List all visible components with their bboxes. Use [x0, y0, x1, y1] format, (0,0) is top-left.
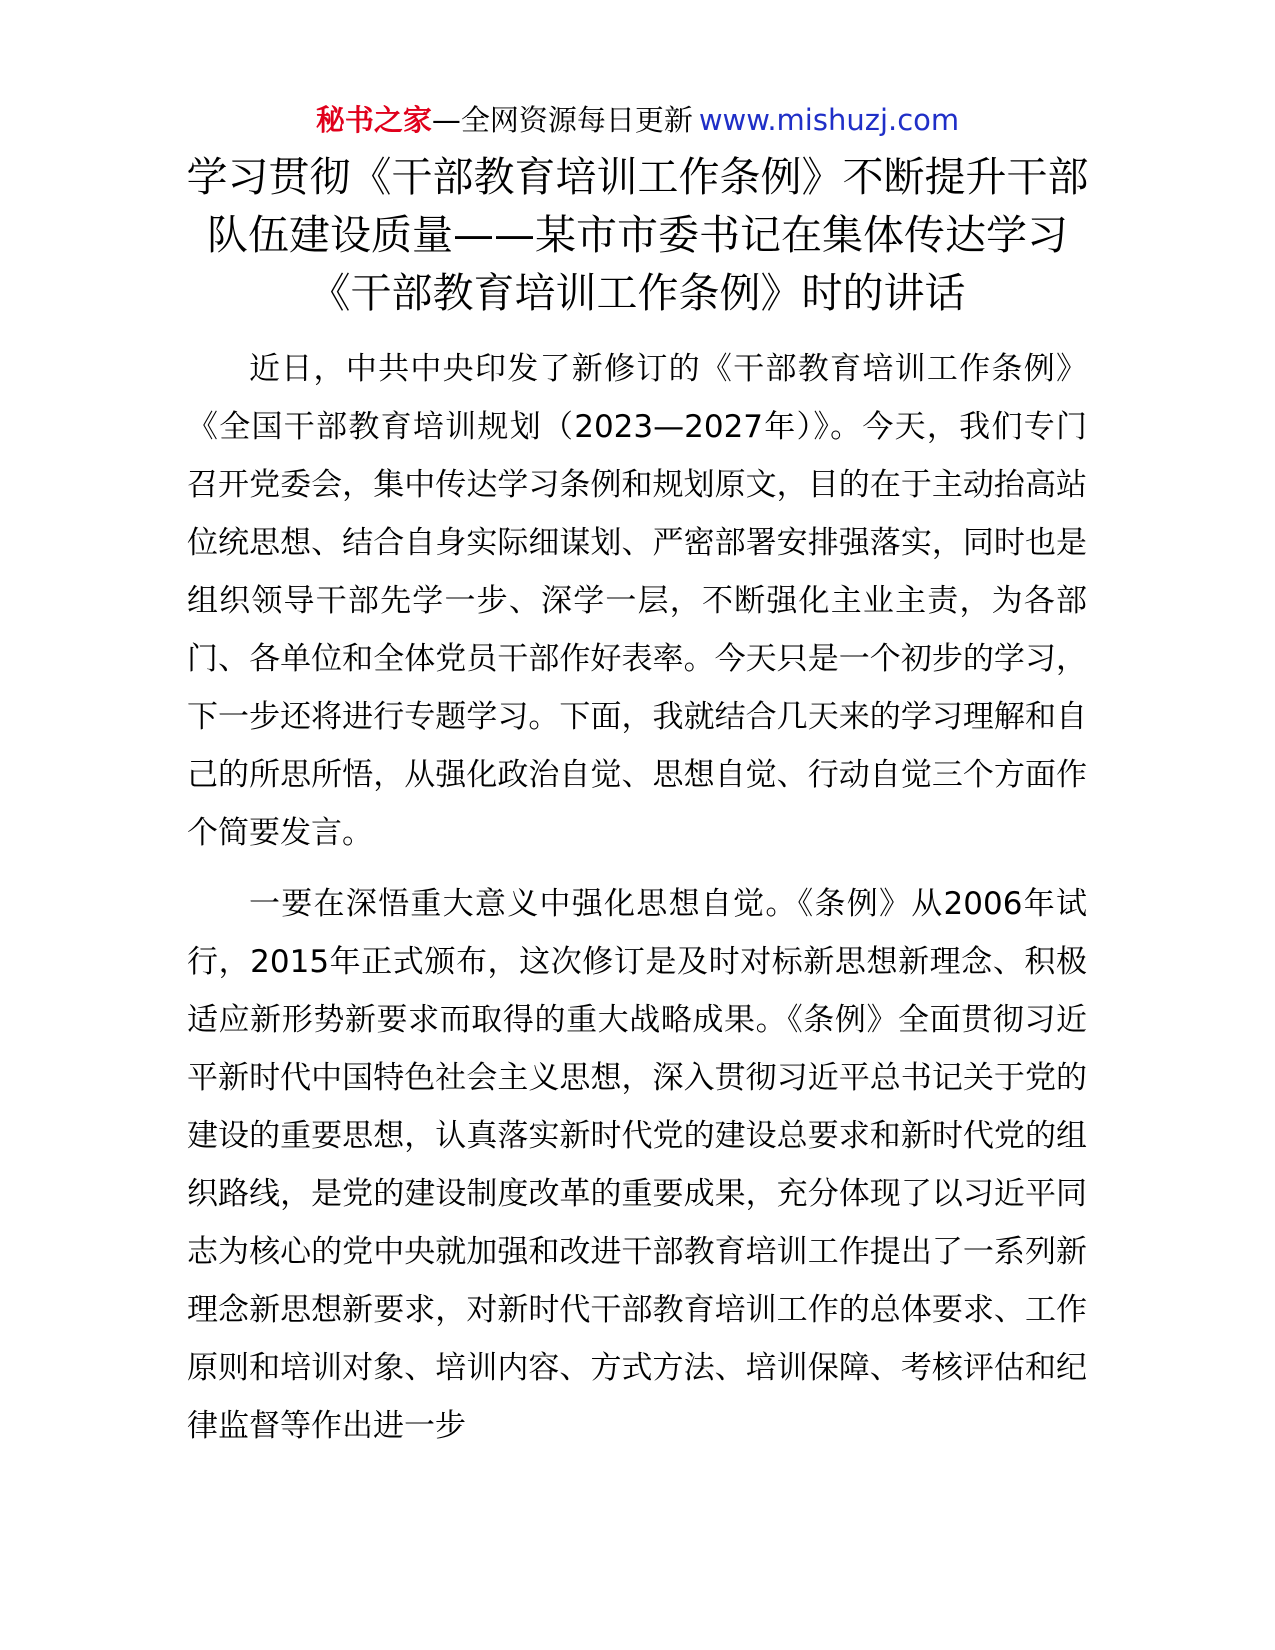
body-paragraph-1: 近日，中共中央印发了新修订的《干部教育培训工作条例》《全国干部教育培训规划（2023—2027年）》。今天，我们专门召开党委会，集中传达学习条例和规划原文，目的在于主动抬高站位统思想、结合自身实际细谋划、严密部署安排强落实，同时也是组织领导干部先学一步、深学一层，不断强化主业主责，为各部门、各单位和全体党员干部作好表率。今天只是一个初步的学习，下一步还将进行专题学习。下面，我就结合几天来的学习理解和自己的所思所悟，从强化政治自觉、思想自觉、行动自觉三个方面作个简要发言。 [187, 351, 1087, 851]
body-paragraph-2: 一要在深悟重大意义中强化思想自觉。《条例》从2006年试行，2015年正式颁布，这次修订是及时对标新思想新理念、积极适应新形势新要求而取得的重大战略成果。《条例》全面贯彻习近平新时代中国特色社会主义思想，深入贯彻习近平总书记关于党的建设的重要思想，认真落实新时代党的建设总要求和新时代党的组织路线，是党的建设制度改革的重要成果，充分体现了以习近平同志为核心的党中央就加强和改进干部教育培训工作提出了一系列新理念新思想新要求，对新时代干部教育培训工作的总体要求、工作原则和培训对象、培训内容、方式方法、培训保障、考核评估和纪律监督等作出进一步 [187, 886, 1087, 1444]
site-url-link[interactable]: www.mishuzj.com [698, 103, 960, 137]
brand-name: 秘书之家 [315, 103, 432, 137]
document-title: 学习贯彻《干部教育培训工作条例》不断提升干部队伍建设质量——某市市委书记在集体传达学习《干部教育培训工作条例》时的讲话 [186, 153, 1089, 317]
header-tagline: —全网资源每日更新 [431, 103, 693, 137]
site-header [0, 100, 1275, 140]
